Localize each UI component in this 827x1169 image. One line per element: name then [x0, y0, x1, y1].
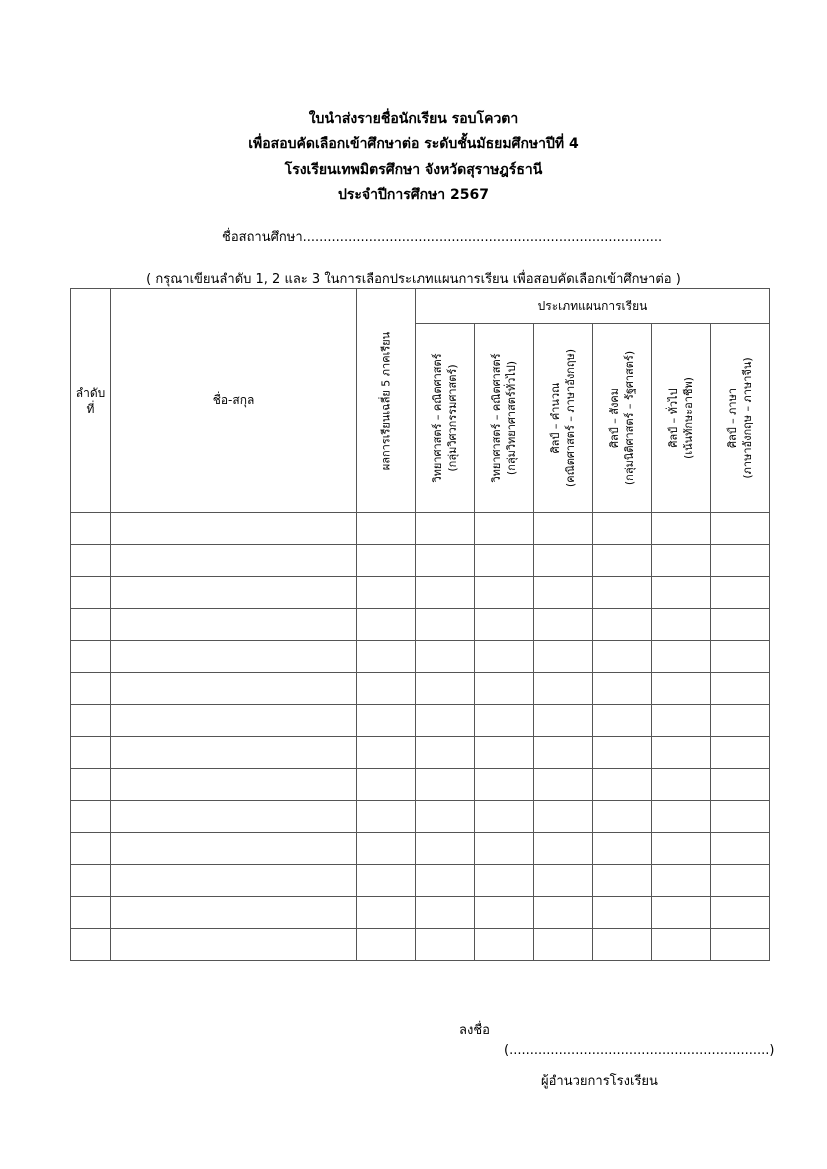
table-cell[interactable]	[71, 513, 111, 545]
table-row	[71, 897, 770, 929]
table-cell[interactable]	[416, 801, 475, 833]
table-cell[interactable]	[652, 737, 711, 769]
table-cell[interactable]	[71, 577, 111, 609]
table-cell[interactable]	[111, 801, 357, 833]
table-cell[interactable]	[652, 769, 711, 801]
table-cell[interactable]	[711, 769, 770, 801]
gpa-header-text: ผลการเรียนเฉลี่ย 5 ภาคเรียน	[379, 331, 393, 470]
table-cell[interactable]	[534, 705, 593, 737]
plan-6-line1: ศิลป์ – ภาษา	[726, 387, 739, 449]
table-cell[interactable]	[111, 609, 357, 641]
table-cell[interactable]	[357, 833, 416, 865]
table-cell[interactable]	[71, 545, 111, 577]
plan-5-line1: ศิลป์ – ทั่วไป	[667, 388, 680, 448]
school-name-field[interactable]: ชื่อสถานศึกษา.......................................................................................	[222, 230, 663, 245]
table-cell[interactable]	[534, 737, 593, 769]
table-cell[interactable]	[711, 833, 770, 865]
table-cell[interactable]	[711, 673, 770, 705]
table-cell[interactable]	[416, 737, 475, 769]
table-row	[71, 737, 770, 769]
table-cell[interactable]	[111, 737, 357, 769]
table-cell[interactable]	[593, 609, 652, 641]
table-cell[interactable]	[534, 897, 593, 929]
table-cell[interactable]	[593, 673, 652, 705]
table-cell[interactable]	[111, 673, 357, 705]
table-cell[interactable]	[111, 897, 357, 929]
table-cell[interactable]	[593, 737, 652, 769]
plan-3-line1: ศิลป์ – คำนวณ	[549, 382, 562, 454]
table-cell[interactable]	[357, 929, 416, 961]
table-cell[interactable]	[593, 801, 652, 833]
table-cell[interactable]	[475, 801, 534, 833]
table-cell[interactable]	[357, 769, 416, 801]
table-cell[interactable]	[416, 673, 475, 705]
table-row	[71, 545, 770, 577]
signature-label: ลงชื่อ	[459, 1023, 490, 1038]
table-row	[71, 673, 770, 705]
table-cell[interactable]	[71, 833, 111, 865]
plan-1-line2: (กลุ่มวิศวกรรมศาสตร์)	[446, 364, 459, 472]
table-cell[interactable]	[534, 865, 593, 897]
table-row	[71, 641, 770, 673]
table-row	[71, 705, 770, 737]
table-cell[interactable]	[111, 545, 357, 577]
table-cell[interactable]	[416, 513, 475, 545]
plan-header-4	[593, 324, 652, 513]
title-line-4: ประจำปีการศึกษา 2567	[337, 187, 490, 203]
table-cell[interactable]	[416, 897, 475, 929]
table-row	[71, 577, 770, 609]
table-cell[interactable]	[534, 609, 593, 641]
table-cell[interactable]	[652, 577, 711, 609]
table-cell[interactable]	[534, 513, 593, 545]
table-cell[interactable]	[593, 513, 652, 545]
table-cell[interactable]	[652, 641, 711, 673]
table-cell[interactable]	[416, 705, 475, 737]
table-cell[interactable]	[711, 801, 770, 833]
signature-position: ผู้อำนวยการโรงเรียน	[541, 1074, 658, 1089]
table-cell[interactable]	[71, 801, 111, 833]
plan-6-line2: (ภาษาอังกฤษ – ภาษาจีน)	[741, 357, 754, 479]
table-row	[71, 513, 770, 545]
table-cell[interactable]	[593, 769, 652, 801]
table-cell[interactable]	[71, 737, 111, 769]
signature-line[interactable]: (...............................................................)	[504, 1043, 775, 1058]
table-cell[interactable]	[475, 609, 534, 641]
table-cell[interactable]	[652, 513, 711, 545]
table-cell[interactable]	[71, 609, 111, 641]
table-cell[interactable]	[475, 897, 534, 929]
table-cell[interactable]	[711, 609, 770, 641]
table-cell[interactable]	[71, 897, 111, 929]
table-cell[interactable]	[593, 545, 652, 577]
table-cell[interactable]	[711, 897, 770, 929]
table-cell[interactable]	[475, 513, 534, 545]
table-cell[interactable]	[475, 769, 534, 801]
table-cell[interactable]	[357, 609, 416, 641]
plan-5-line2: (เน้นทักษะอาชีพ)	[682, 377, 695, 459]
student-table	[70, 288, 770, 961]
table-cell[interactable]	[534, 929, 593, 961]
plan-header-3	[534, 324, 593, 513]
table-cell[interactable]	[357, 641, 416, 673]
plan-group-header: ประเภทแผนการเรียน	[416, 289, 770, 324]
table-cell[interactable]	[711, 641, 770, 673]
table-cell[interactable]	[71, 641, 111, 673]
table-cell[interactable]	[534, 545, 593, 577]
table-cell[interactable]	[111, 577, 357, 609]
plan-header-5	[652, 324, 711, 513]
table-cell[interactable]	[593, 929, 652, 961]
order-header-line2: ที่	[86, 401, 95, 416]
table-cell[interactable]	[111, 513, 357, 545]
plan-1-line1: วิทยาศาสตร์ – คณิตศาสตร์	[431, 353, 444, 483]
table-row	[71, 833, 770, 865]
title-line-3: โรงเรียนเทพมิตรศึกษา จังหวัดสุราษฎร์ธานี	[284, 162, 543, 178]
table-cell[interactable]	[652, 545, 711, 577]
table-cell[interactable]	[71, 929, 111, 961]
table-cell[interactable]	[652, 705, 711, 737]
table-cell[interactable]	[652, 801, 711, 833]
table-cell[interactable]	[357, 705, 416, 737]
order-header	[71, 289, 111, 513]
table-cell[interactable]	[416, 641, 475, 673]
table-cell[interactable]	[357, 865, 416, 897]
table-cell[interactable]	[652, 865, 711, 897]
table-cell[interactable]	[711, 865, 770, 897]
table-cell[interactable]	[416, 577, 475, 609]
table-cell[interactable]	[475, 673, 534, 705]
table-cell[interactable]	[357, 737, 416, 769]
plan-header-1	[416, 324, 475, 513]
table-cell[interactable]	[357, 897, 416, 929]
table-cell[interactable]	[416, 609, 475, 641]
table-cell[interactable]	[111, 929, 357, 961]
table-cell[interactable]	[416, 929, 475, 961]
table-cell[interactable]	[593, 833, 652, 865]
table-cell[interactable]	[534, 801, 593, 833]
table-cell[interactable]	[711, 929, 770, 961]
table-cell[interactable]	[475, 929, 534, 961]
table-cell[interactable]	[652, 609, 711, 641]
plan-3-line2: (คณิตศาสตร์ – ภาษาอังกฤษ)	[564, 348, 577, 488]
table-row	[71, 609, 770, 641]
title-line-2: เพื่อสอบคัดเลือกเข้าศึกษาต่อ ระดับชั้นมัธยมศึกษาปีที่ 4	[248, 136, 579, 152]
table-cell[interactable]	[652, 673, 711, 705]
table-cell[interactable]	[652, 897, 711, 929]
table-cell[interactable]	[416, 545, 475, 577]
table-row	[71, 769, 770, 801]
table-cell[interactable]	[593, 641, 652, 673]
table-cell[interactable]	[71, 865, 111, 897]
plan-2-line1: วิทยาศาสตร์ – คณิตศาสตร์	[490, 353, 503, 483]
table-cell[interactable]	[652, 929, 711, 961]
table-cell[interactable]	[111, 769, 357, 801]
table-cell[interactable]	[475, 545, 534, 577]
table-cell[interactable]	[111, 641, 357, 673]
table-row	[71, 801, 770, 833]
table-cell[interactable]	[111, 865, 357, 897]
table-cell[interactable]	[593, 577, 652, 609]
table-row	[71, 929, 770, 961]
order-header-line1: ลำดับ	[75, 385, 106, 400]
table-cell[interactable]	[534, 769, 593, 801]
table-cell[interactable]	[475, 737, 534, 769]
plan-header-6	[711, 324, 770, 513]
table-cell[interactable]	[652, 833, 711, 865]
gpa-header	[357, 289, 416, 513]
table-cell[interactable]	[475, 641, 534, 673]
table-row	[71, 865, 770, 897]
table-cell[interactable]	[534, 641, 593, 673]
table-cell[interactable]	[593, 897, 652, 929]
table-cell[interactable]	[534, 673, 593, 705]
table-cell[interactable]	[475, 705, 534, 737]
table-cell[interactable]	[71, 769, 111, 801]
plan-header-2	[475, 324, 534, 513]
table-cell[interactable]	[711, 513, 770, 545]
table-cell[interactable]	[357, 801, 416, 833]
instruction-text: ( กรุณาเขียนลำดับ 1, 2 และ 3 ในการเลือกประเภทแผนการเรียน เพื่อสอบคัดเลือกเข้าศึกษาต่อ )	[146, 272, 681, 287]
table-cell[interactable]	[475, 833, 534, 865]
title-line-1: ใบนำส่งรายชื่อนักเรียน รอบโควตา	[308, 111, 519, 127]
table-cell[interactable]	[593, 865, 652, 897]
plan-4-line2: (กลุ่มนิติศาสตร์ – รัฐศาสตร์)	[623, 350, 636, 486]
table-cell[interactable]	[357, 545, 416, 577]
table-cell[interactable]	[111, 705, 357, 737]
table-cell[interactable]	[475, 577, 534, 609]
table-cell[interactable]	[357, 673, 416, 705]
plan-2-line2: (กลุ่มวิทยาศาสตร์ทั่วไป)	[505, 360, 518, 476]
table-cell[interactable]	[593, 705, 652, 737]
table-cell[interactable]	[711, 737, 770, 769]
table-cell[interactable]	[416, 865, 475, 897]
table-cell[interactable]	[111, 833, 357, 865]
table-cell[interactable]	[534, 833, 593, 865]
table-cell[interactable]	[357, 577, 416, 609]
table-cell[interactable]	[711, 577, 770, 609]
table-cell[interactable]	[711, 705, 770, 737]
table-cell[interactable]	[711, 545, 770, 577]
table-cell[interactable]	[475, 865, 534, 897]
table-cell[interactable]	[357, 513, 416, 545]
name-header: ชื่อ-สกุล	[111, 289, 357, 513]
table-cell[interactable]	[416, 769, 475, 801]
table-cell[interactable]	[71, 705, 111, 737]
table-cell[interactable]	[71, 673, 111, 705]
table-cell[interactable]	[416, 833, 475, 865]
table-cell[interactable]	[534, 577, 593, 609]
plan-4-line1: ศิลป์ – สังคม	[608, 388, 621, 448]
